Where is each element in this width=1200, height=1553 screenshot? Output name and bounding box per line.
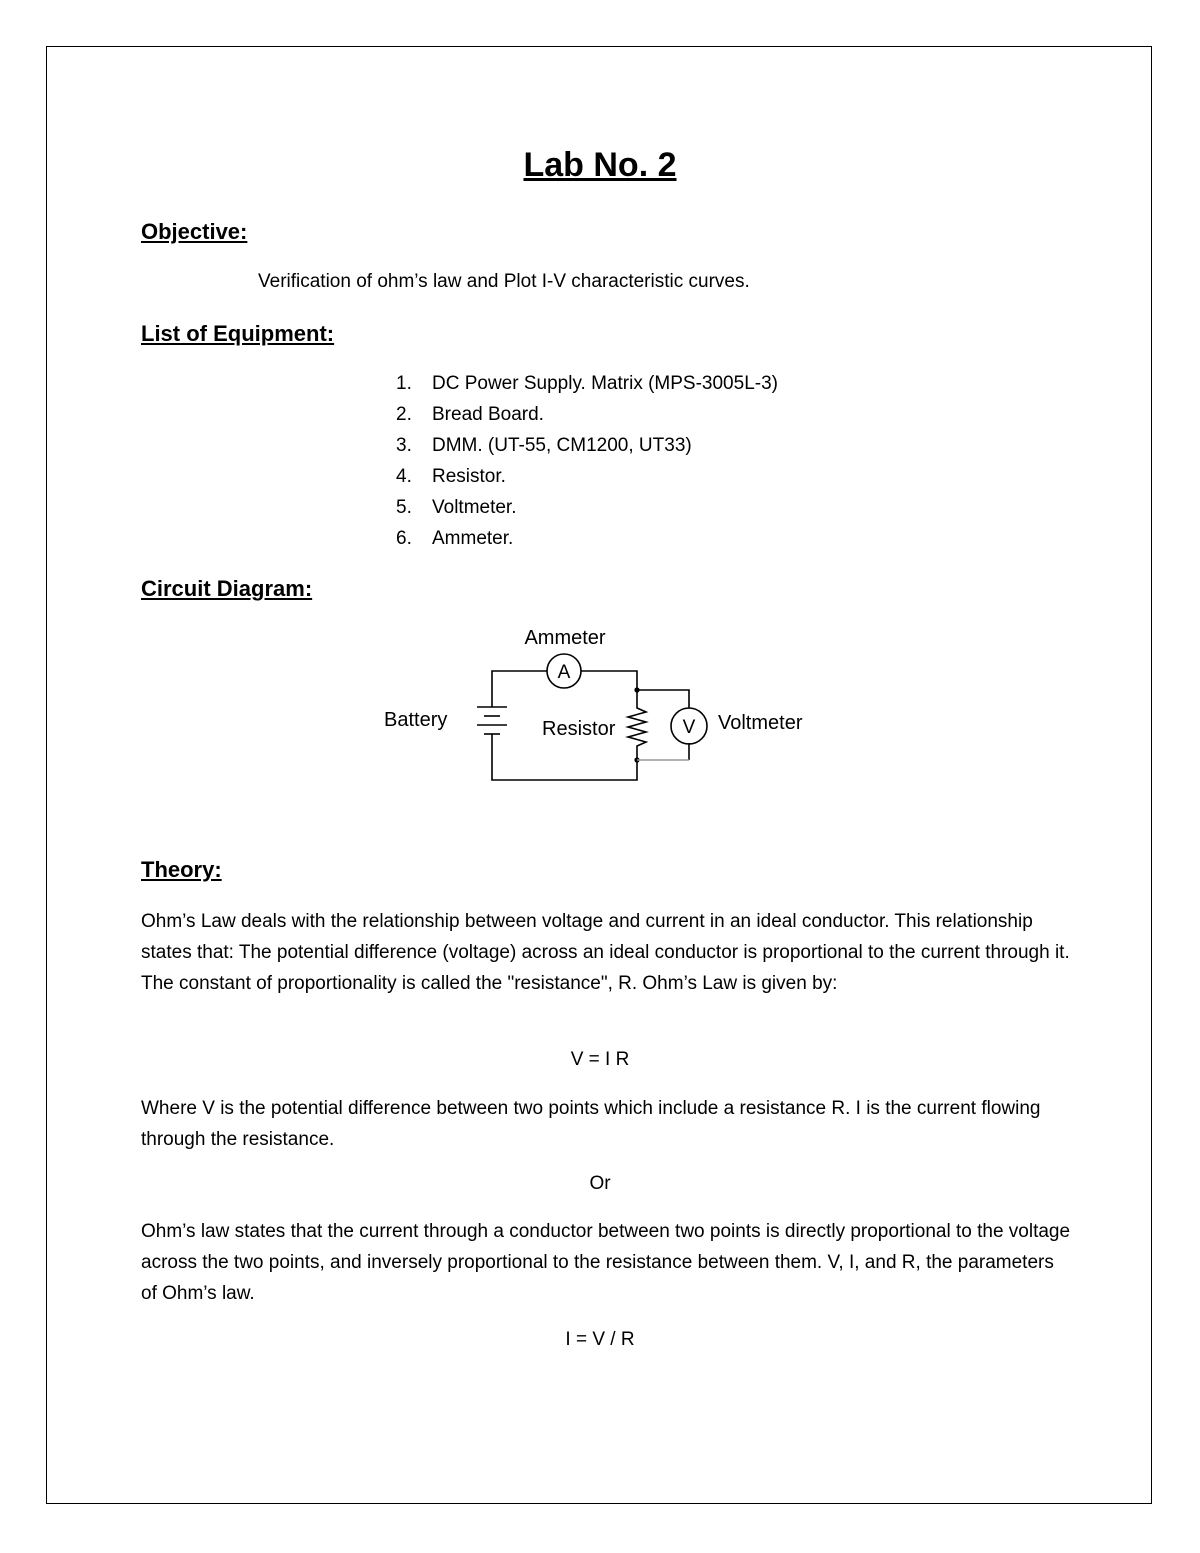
circuit-diagram	[370, 620, 830, 790]
list-item: 5. Voltmeter.	[396, 497, 517, 518]
equipment-list	[396, 370, 778, 556]
theory-paragraph-1: Ohm’s Law deals with the relationship between voltage and current in an ideal conductor. This relationship states that: The potential difference (voltage) across an ideal conductor is proportional to the current through it. The constant of proportionality is called the "resistance", R. Ohm’s Law is given by:	[141, 911, 1070, 994]
battery-label: Battery	[384, 709, 448, 731]
theory-paragraph-3: Ohm’s law states that the current through a conductor between two points is directly proportional to the voltage across the two points, and inversely proportional to the resistance between them. V, I, and R, the parameters of Ohm’s law.	[141, 1221, 1071, 1304]
list-item: 3. DMM. (UT-55, CM1200, UT33)	[396, 435, 692, 456]
wire-voltmeter-top	[637, 690, 689, 708]
list-item: 4. Resistor.	[396, 466, 506, 487]
voltmeter-label: Voltmeter	[718, 712, 803, 734]
wire-bottom	[492, 734, 637, 780]
objective-text: Verification of ohm’s law and Plot I-V characteristic curves.	[258, 271, 750, 292]
resistor-zigzag	[628, 690, 646, 760]
wire-top-right	[581, 671, 637, 690]
equation-v-ir: V = I R	[570, 1049, 630, 1070]
ammeter-label: Ammeter	[524, 627, 606, 649]
list-item: 1. DC Power Supply. Matrix (MPS-3005L-3)	[396, 373, 778, 394]
theory-paragraph-2: Where V is the potential difference between two points which include a resistance R. I is the current flowing through the resistance.	[141, 1098, 1041, 1150]
theory-heading: Theory:	[141, 857, 222, 882]
resistor-label: Resistor	[542, 718, 616, 740]
voltmeter-symbol: V	[682, 717, 696, 738]
list-item: 2. Bread Board.	[396, 404, 544, 425]
equation-i-vr: I = V / R	[565, 1329, 635, 1350]
lab-title: Lab No. 2	[523, 146, 677, 184]
or-text: Or	[589, 1173, 611, 1194]
equipment-heading: List of Equipment:	[141, 321, 335, 346]
wire-top-left	[492, 671, 547, 707]
list-item: 6. Ammeter.	[396, 528, 514, 549]
circuit-heading: Circuit Diagram:	[141, 576, 313, 601]
ammeter-symbol: A	[557, 662, 571, 683]
objective-heading: Objective:	[141, 219, 248, 244]
